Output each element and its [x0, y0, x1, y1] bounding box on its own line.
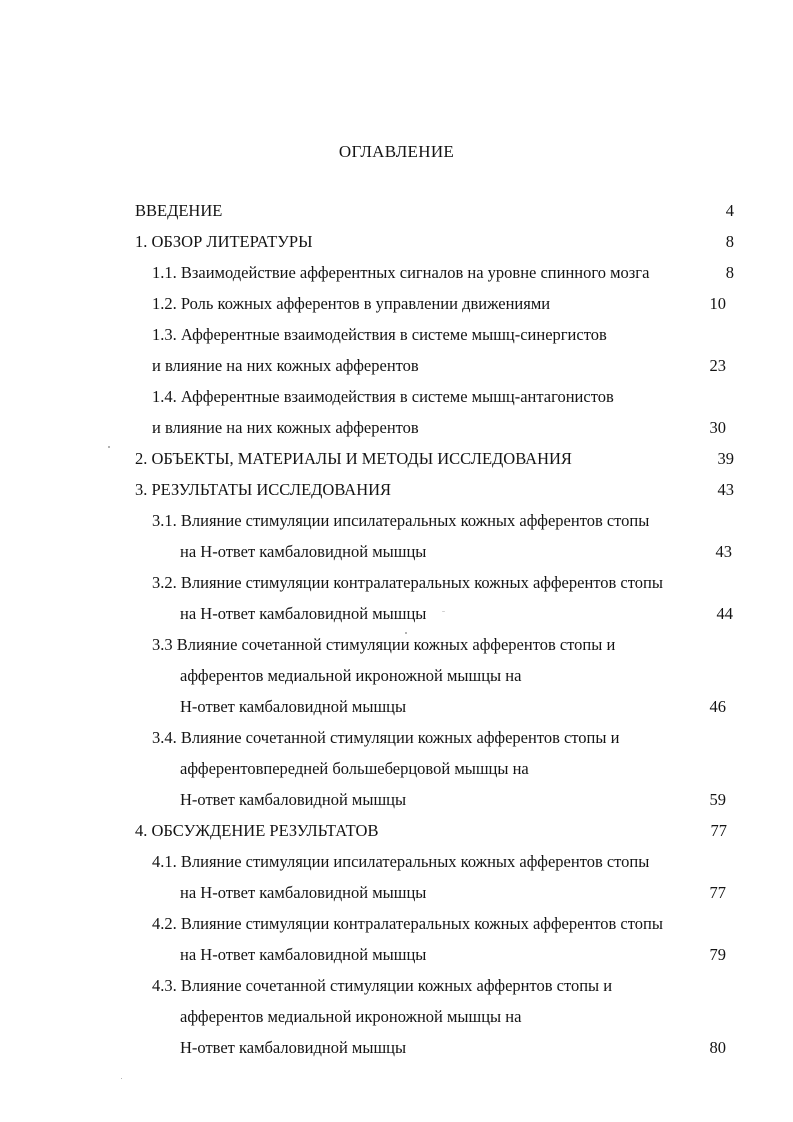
toc-entry-page: 59 [709, 790, 726, 809]
toc-entry-text: ВВЕДЕНИЕ [135, 201, 223, 220]
toc-entry-text: 1.2. Роль кожных афферентов в управлении движениями [152, 294, 551, 313]
toc-entry-text: и влияние на них кожных афферентов [152, 356, 419, 375]
toc-entry-text: афферентов медиальной икроножной мышцы на [180, 1007, 522, 1026]
scan-speck [442, 611, 445, 612]
toc-entry-text: 3.3 Влияние сочетанной стимуляции кожных афферентов стопы и [152, 635, 616, 654]
scan-speck [108, 446, 110, 448]
toc-entry-text: на Н-ответ камбаловидной мышцы [180, 604, 427, 623]
toc-entry-text: 1.4. Афферентные взаимодействия в системе мышц-антагонистов [152, 387, 614, 406]
toc-entry [0, 726, 793, 750]
toc-entry-page: 8 [725, 263, 734, 282]
toc-entry-page: 43 [715, 542, 732, 561]
toc-entry [0, 788, 793, 812]
toc-entry [0, 1005, 793, 1029]
toc-entry-text: на Н-ответ камбаловидной мышцы [180, 542, 427, 561]
toc-entry [0, 1036, 793, 1060]
toc-entry [0, 540, 793, 564]
toc-entry [0, 385, 793, 409]
toc-entry-text: 2. ОБЪЕКТЫ, МАТЕРИАЛЫ И МЕТОДЫ ИССЛЕДОВАНИЯ [135, 449, 572, 468]
toc-entry [0, 447, 793, 471]
toc-entry [0, 354, 793, 378]
toc-entry [0, 478, 793, 502]
toc-entry-page: 79 [709, 945, 726, 964]
toc-entry [0, 633, 793, 657]
toc-entry-text: афферентовпередней большеберцовой мышцы на [180, 759, 529, 778]
toc-entry-text: и влияние на них кожных афферентов [152, 418, 419, 437]
toc-entry-text: на Н-ответ камбаловидной мышцы [180, 883, 427, 902]
toc-entry-text: 3. РЕЗУЛЬТАТЫ ИССЛЕДОВАНИЯ [135, 480, 392, 499]
toc-entry [0, 509, 793, 533]
scan-speck [405, 632, 407, 634]
toc-entry [0, 571, 793, 595]
scan-speck [121, 1078, 122, 1079]
toc-entry-page: 43 [717, 480, 734, 499]
toc-entry [0, 199, 793, 223]
toc-entry-page: 4 [725, 201, 734, 220]
toc-entry [0, 664, 793, 688]
toc-entry [0, 695, 793, 719]
toc-entry [0, 912, 793, 936]
toc-entry-text: 4.3. Влияние сочетанной стимуляции кожных аффернтов стопы и [152, 976, 613, 995]
toc-entry [0, 230, 793, 254]
toc-entry-page: 8 [725, 232, 734, 251]
toc-entry-text: 4. ОБСУЖДЕНИЕ РЕЗУЛЬТАТОВ [135, 821, 379, 840]
toc-entry-text: 4.1. Влияние стимуляции ипсилатеральных кожных афферентов стопы [152, 852, 650, 871]
toc-entry-text: Н-ответ камбаловидной мышцы [180, 1038, 407, 1057]
toc-entry-text: 1.1. Взаимодействие афферентных сигналов на уровне спинного мозга [152, 263, 650, 282]
toc-entry-text: Н-ответ камбаловидной мышцы [180, 697, 407, 716]
toc-entry [0, 602, 793, 626]
toc-entry-page: 23 [709, 356, 726, 375]
toc-entry [0, 819, 793, 843]
toc-entry-page: 44 [716, 604, 733, 623]
toc-entry-text: афферентов медиальной икроножной мышцы на [180, 666, 522, 685]
toc-entry-page: 39 [717, 449, 734, 468]
toc-entry-page: 46 [709, 697, 726, 716]
toc-entry-text: 1.3. Афферентные взаимодействия в системе мышц-синергистов [152, 325, 607, 344]
toc-entry [0, 974, 793, 998]
toc-entry-page: 30 [709, 418, 726, 437]
toc-entry-text: 4.2. Влияние стимуляции контралатеральных кожных афферентов стопы [152, 914, 663, 933]
toc-entry-page: 80 [709, 1038, 726, 1057]
toc-entry [0, 261, 793, 285]
toc-entry-page: 77 [710, 821, 727, 840]
toc-entry-text: 1. ОБЗОР ЛИТЕРАТУРЫ [135, 232, 313, 251]
toc-entry [0, 757, 793, 781]
toc-entry [0, 416, 793, 440]
toc-entry-text: 3.2. Влияние стимуляции контралатеральных кожных афферентов стопы [152, 573, 663, 592]
toc-entry-page: 10 [709, 294, 726, 313]
toc-entry [0, 943, 793, 967]
toc-entry-text: на Н-ответ камбаловидной мышцы [180, 945, 427, 964]
toc-entry-text: 3.1. Влияние стимуляции ипсилатеральных кожных афферентов стопы [152, 511, 650, 530]
toc-entry [0, 323, 793, 347]
toc-entry-text: 3.4. Влияние сочетанной стимуляции кожных афферентов стопы и [152, 728, 620, 747]
toc-entry [0, 850, 793, 874]
toc-entry-text: Н-ответ камбаловидной мышцы [180, 790, 407, 809]
toc-entry [0, 881, 793, 905]
toc-entry-page: 77 [709, 883, 726, 902]
toc-entry [0, 292, 793, 316]
page-title: ОГЛАВЛЕНИЕ [338, 142, 455, 161]
